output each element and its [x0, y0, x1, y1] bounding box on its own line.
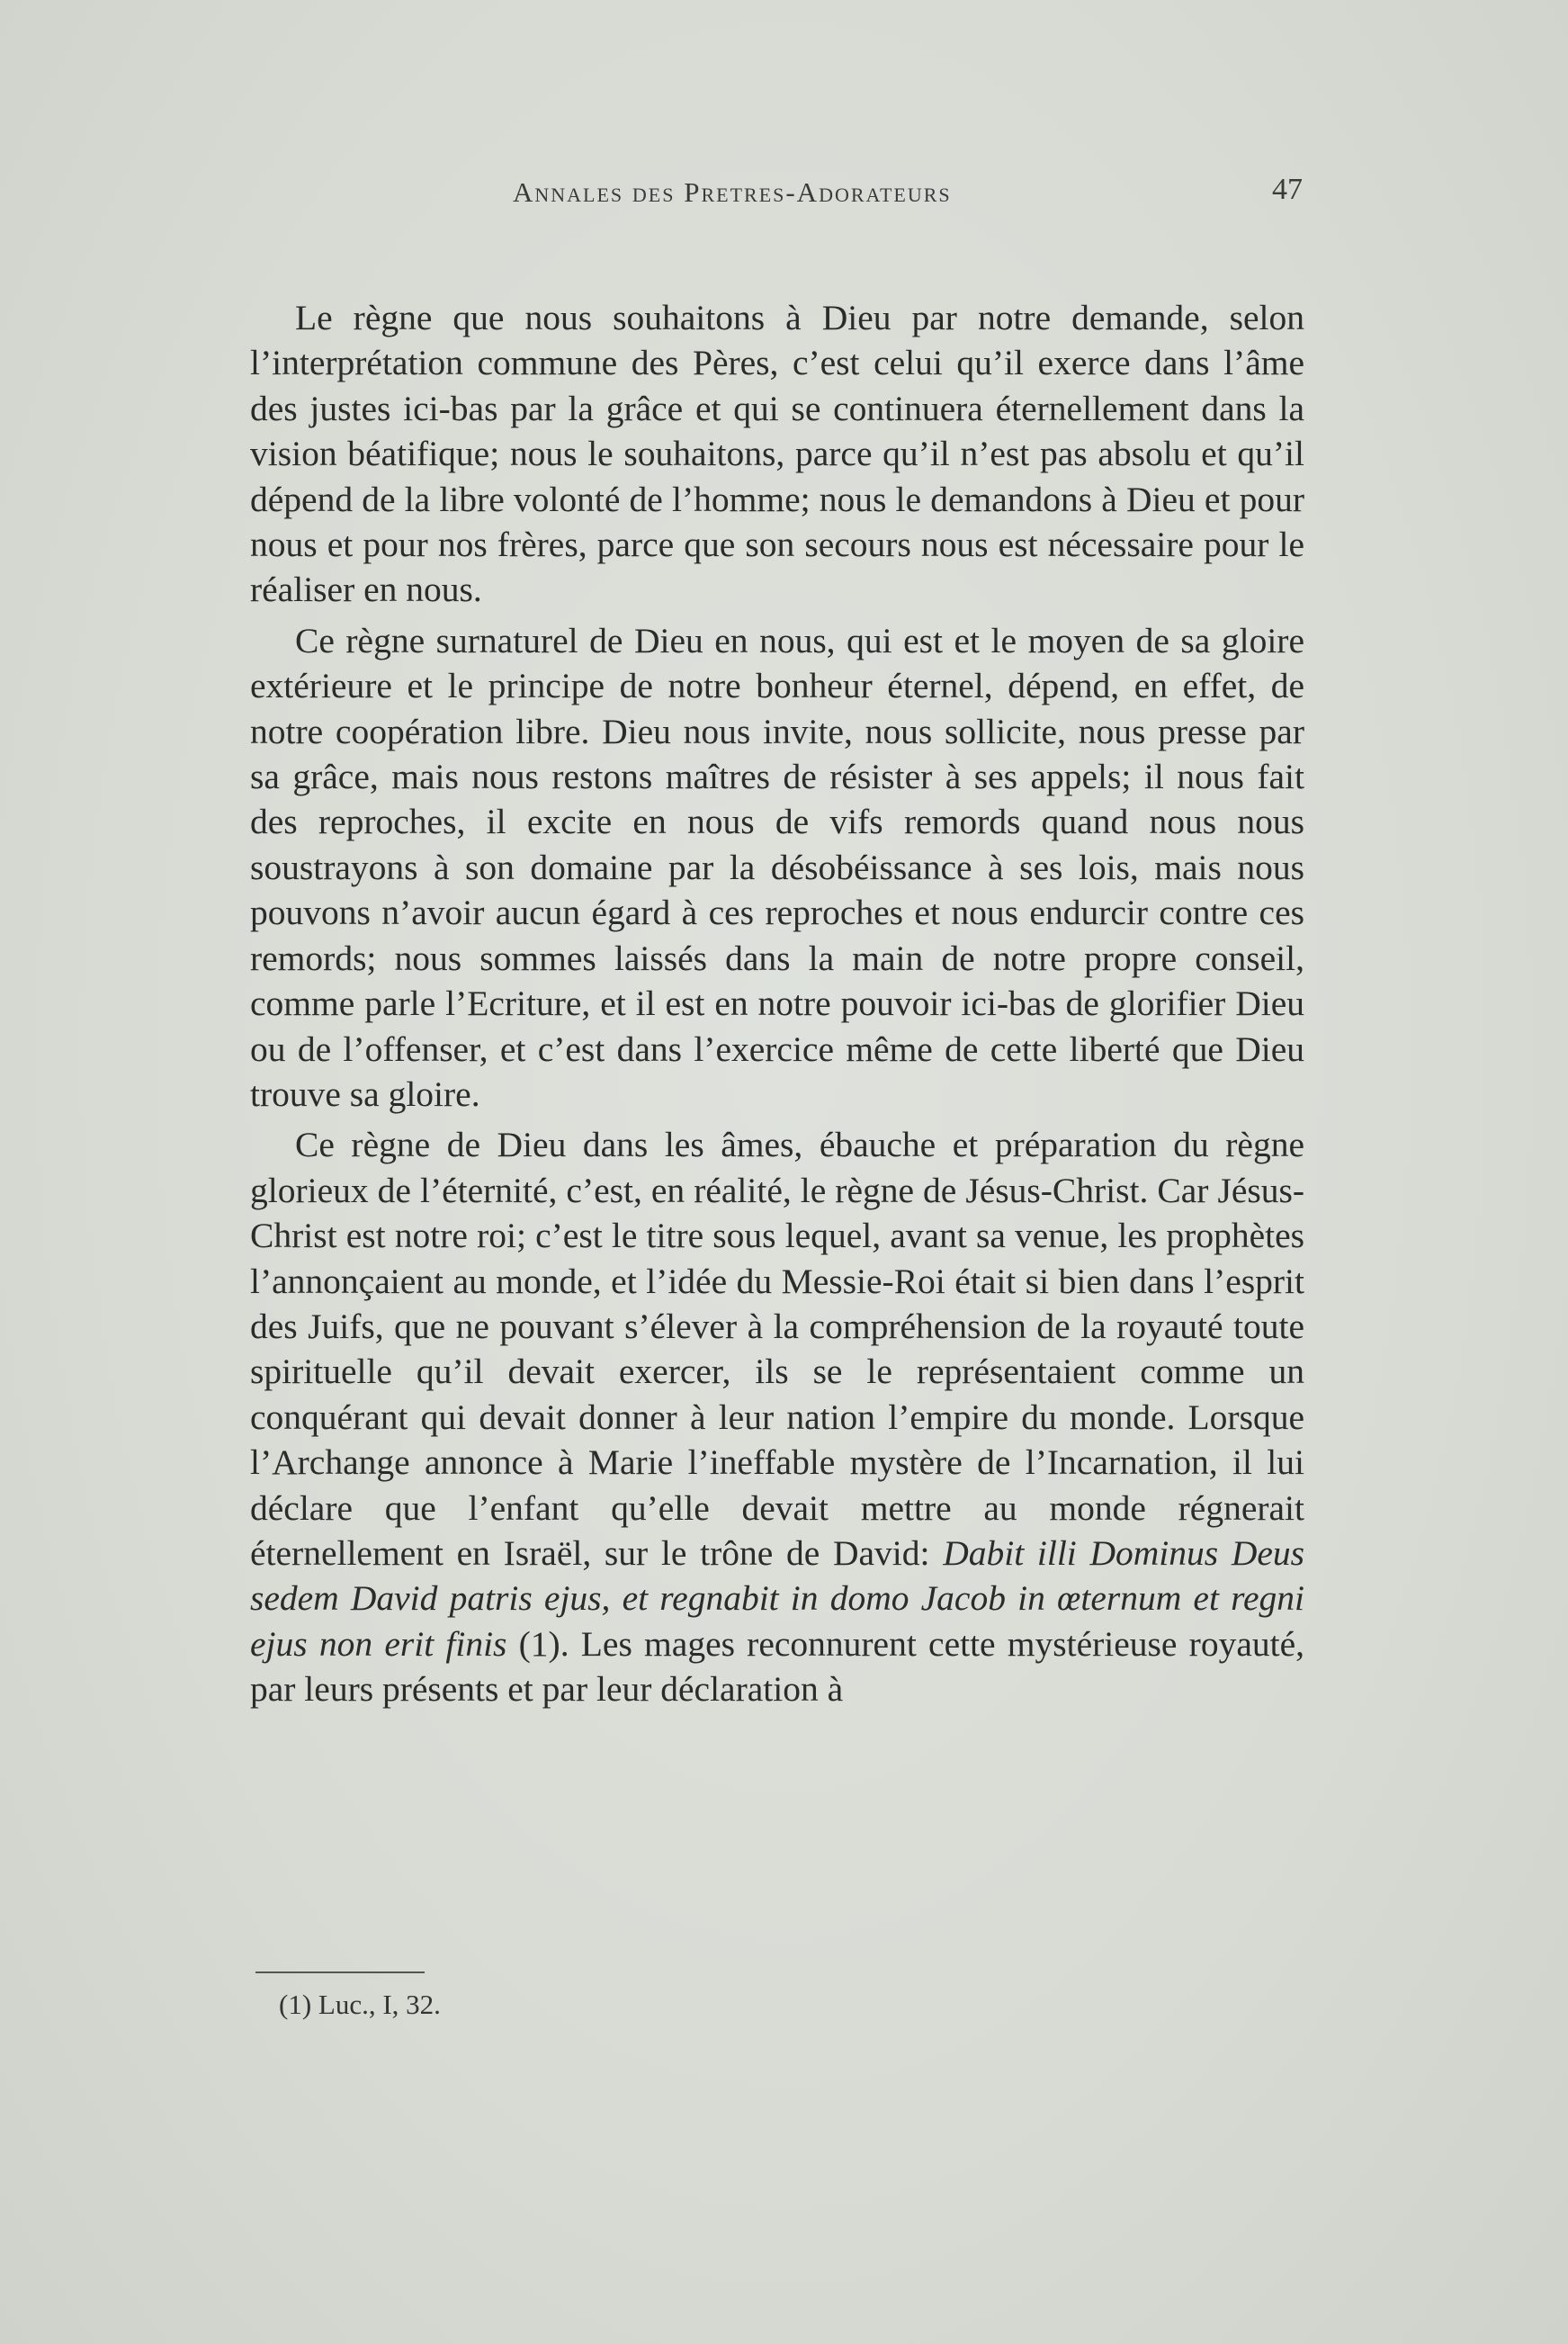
- paragraph-3-text-after: (1). Les mages reconnurent cette mystérieuse royauté, par leurs présents et par leur déclaration à: [250, 1623, 1304, 1710]
- footnote-1: (1) Luc., I, 32.: [279, 1989, 441, 2020]
- body-text: [250, 295, 1304, 1718]
- paragraph-1: Le règne que nous souhaitons à Dieu par notre demande, selon l’interprétation commune des Pères, c’est celui qu’il exerce dans l’âme des justes ici-bas par la grâce et qui se continuera éternellement dans la vision béatifique; nous le souhaitons, parce qu’il n’est pas absolu et qu’il dépend de la libre volonté de l’homme; nous le demandons à Dieu et pour nous et pour nos frères, parce que son secours nous est nécessaire pour le réaliser en nous.: [250, 298, 1304, 610]
- page-number: 47: [1272, 173, 1303, 206]
- paragraph-2: Ce règne surnaturel de Dieu en nous, qui est et le moyen de sa gloire extérieure et le principe de notre bonheur éternel, dépend, en effet, de notre coopération libre. Dieu nous invite, nous sollicite, nous presse par sa grâce, mais nous restons maîtres de résister à ses appels; il nous fait des reproches, il excite en nous de vifs remords quand nous nous soustrayons à son domaine par la désobéissance à ses lois, mais nous pouvons n’avoir aucun égard à ces reproches et nous endurcir contre ces remords; nous sommes laissés dans la main de notre propre conseil, comme parle l’Ecriture, et il est en notre pouvoir ici-bas de glorifier Dieu ou de l’offenser, et c’est dans l’exercice même de cette liberté que Dieu trouve sa gloire.: [250, 620, 1304, 1114]
- paragraph-3: [250, 1122, 1304, 1711]
- running-title: Annales des Pretres-Adorateurs: [513, 176, 952, 208]
- paragraph-3-text-before: Ce règne de Dieu dans les âmes, ébauche et préparation du règne glorieux de l’éternité, c’est, en réalité, le règne de Jésus-Christ. Car Jésus-Christ est notre roi; c’est le titre sous lequel, avant sa venue, les prophètes l’annonçaient au monde, et l’idée du Messie-Roi était si bien dans l’esprit des Juifs, que ne pouvant s’élever à la compréhension de la royauté toute spirituelle qu’il devait exercer, ils se le représentaient comme un conquérant qui devait donner à leur nation l’empire du monde. Lorsque l’Archange annonce à Marie l’ineffable mystère de l’Incarnation, il lui déclare que l’enfant qu’elle devait mettre au monde régnerait éternellement en Israël, sur le trône de David:: [250, 1125, 1304, 1573]
- footnote-divider: [255, 1971, 425, 1973]
- latin-quote: Dabit illi Dominus Deus sedem David patris ejus, et regnabit in domo Jacob in œternum et regni ejus non erit finis: [250, 1532, 1304, 1664]
